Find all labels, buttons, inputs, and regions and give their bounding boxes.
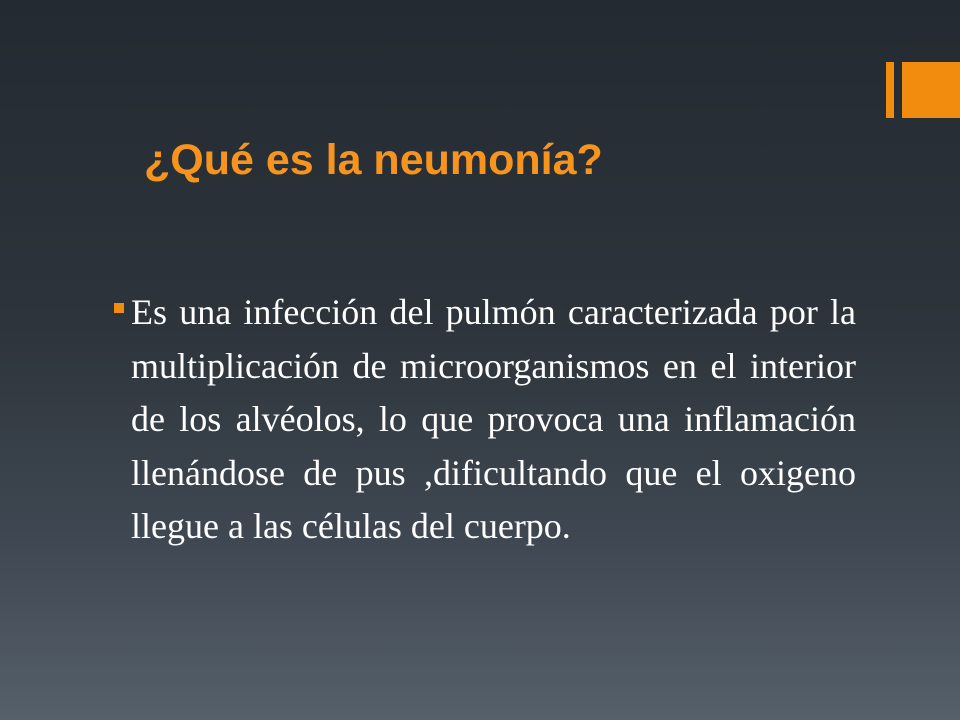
- accent-bar-block: [902, 62, 960, 118]
- bullet-text: Es una infección del pulmón caracterizada por la multiplicación de microorganismos en el interior de los alvéolos, lo que provoca una inflamación llenándose de pus ,dificultando que el oxigeno llegue a las células del cuerpo.: [131, 292, 856, 546]
- accent-bar-thin: [886, 62, 894, 118]
- bullet-item: [110, 286, 856, 554]
- slide-body: [110, 286, 856, 554]
- square-bullet-icon: [114, 303, 124, 313]
- slide-title: ¿Qué es la neumonía?: [144, 136, 603, 184]
